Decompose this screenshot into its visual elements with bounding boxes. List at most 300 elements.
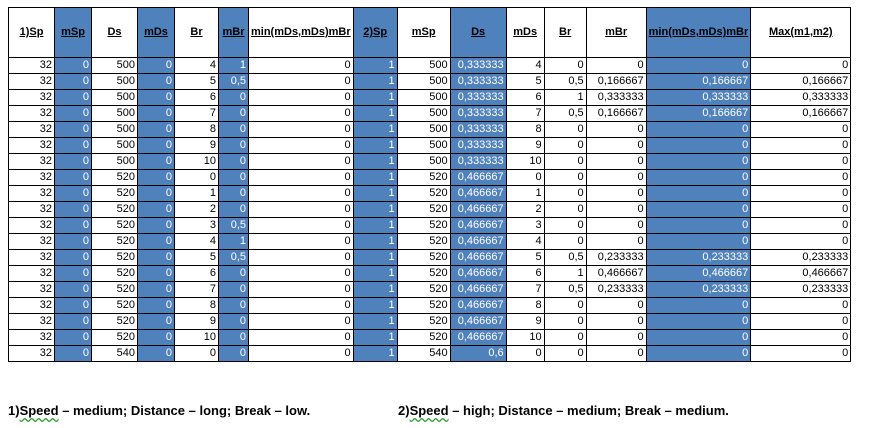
table-cell[interactable]: 0 [544,314,586,330]
table-cell[interactable]: 0 [506,346,544,362]
table-cell[interactable]: 500 [92,138,138,154]
table-cell[interactable]: 0,333333 [450,90,506,106]
table-cell[interactable]: 6 [175,266,219,282]
table-cell[interactable]: 0 [138,90,175,106]
table-cell[interactable]: 0 [55,106,92,122]
table-cell[interactable]: 0 [646,186,751,202]
table-cell[interactable]: 32 [9,218,55,234]
table-cell[interactable]: 0,466667 [450,202,506,218]
table-cell[interactable]: 0 [249,74,354,90]
table-cell[interactable]: 0 [544,154,586,170]
table-cell[interactable]: 0 [586,346,646,362]
table-cell[interactable]: 520 [92,170,138,186]
table-cell[interactable]: 0 [138,282,175,298]
table-cell[interactable]: 32 [9,74,55,90]
table-cell[interactable]: 0 [219,170,249,186]
table-cell[interactable]: 0 [646,218,751,234]
table-cell[interactable]: 9 [506,314,544,330]
table-cell[interactable]: 6 [506,90,544,106]
table-cell[interactable]: 0 [55,122,92,138]
table-cell[interactable]: 32 [9,122,55,138]
table-cell[interactable]: 0 [544,58,586,74]
table-cell[interactable]: 0 [219,138,249,154]
table-cell[interactable]: 0 [55,74,92,90]
table-cell[interactable]: 0 [55,266,92,282]
table-cell[interactable]: 0 [751,202,851,218]
table-cell[interactable]: 0 [138,170,175,186]
table-cell[interactable]: 1 [353,154,397,170]
table-cell[interactable]: 0,333333 [751,90,851,106]
table-cell[interactable]: 1 [353,250,397,266]
table-cell[interactable]: 8 [175,298,219,314]
table-cell[interactable]: 5 [506,250,544,266]
table-cell[interactable]: 520 [92,330,138,346]
table-cell[interactable]: 520 [92,266,138,282]
table-cell[interactable]: 0 [751,330,851,346]
table-cell[interactable]: 10 [506,330,544,346]
table-cell[interactable]: 0 [586,202,646,218]
table-cell[interactable]: 32 [9,314,55,330]
table-cell[interactable]: 0,466667 [450,314,506,330]
table-cell[interactable]: 0 [751,58,851,74]
table-cell[interactable]: 0 [55,298,92,314]
table-cell[interactable]: 0 [138,58,175,74]
table-cell[interactable]: 0,333333 [450,74,506,90]
table-cell[interactable]: 0,5 [219,74,249,90]
table-cell[interactable]: 0 [138,234,175,250]
table-cell[interactable]: 1 [353,234,397,250]
table-cell[interactable]: 0 [544,298,586,314]
table-cell[interactable]: 500 [397,58,450,74]
column-header: min(mDs,mDs)mBr [249,8,354,58]
table-cell[interactable]: 0 [249,202,354,218]
table-cell[interactable]: 8 [175,122,219,138]
table-cell[interactable]: 0 [506,170,544,186]
table-cell[interactable]: 520 [397,186,450,202]
table-cell[interactable]: 520 [397,234,450,250]
table-cell[interactable]: 0 [249,250,354,266]
table-cell[interactable]: 0,466667 [450,218,506,234]
table-cell[interactable]: 0 [751,218,851,234]
table-cell[interactable]: 0,466667 [450,282,506,298]
table-cell[interactable]: 6 [175,90,219,106]
table-cell[interactable]: 5 [175,74,219,90]
table-cell[interactable]: 0,166667 [646,74,751,90]
table-cell[interactable]: 0,166667 [586,74,646,90]
table-cell[interactable]: 0 [175,346,219,362]
table-cell[interactable]: 0 [138,186,175,202]
table-cell[interactable]: 500 [397,138,450,154]
table-cell[interactable]: 0 [646,234,751,250]
table-cell[interactable]: 0 [55,138,92,154]
table-cell[interactable]: 0 [646,58,751,74]
table-cell[interactable]: 0 [586,138,646,154]
column-header: mBr [586,8,646,58]
table-cell[interactable]: 0 [55,58,92,74]
table-cell[interactable]: 520 [397,298,450,314]
table-cell[interactable]: 0 [586,122,646,138]
table-cell[interactable]: 0 [544,122,586,138]
table-cell[interactable]: 0 [138,250,175,266]
table-cell[interactable]: 0 [751,186,851,202]
table-cell[interactable]: 0 [219,282,249,298]
table-cell[interactable]: 0 [544,218,586,234]
table-cell[interactable]: 10 [506,154,544,170]
table-cell[interactable]: 0 [646,122,751,138]
table-cell[interactable]: 1 [353,138,397,154]
table-cell[interactable]: 1 [353,218,397,234]
table-cell[interactable]: 0,166667 [751,106,851,122]
table-cell[interactable]: 1 [353,58,397,74]
table-cell[interactable]: 0 [646,298,751,314]
table-cell[interactable]: 0,5 [219,218,249,234]
table-cell[interactable]: 0,466667 [450,186,506,202]
table-cell[interactable]: 0 [544,346,586,362]
table-cell[interactable]: 500 [92,74,138,90]
table-cell[interactable]: 0 [249,90,354,106]
table-cell[interactable]: 0,5 [544,250,586,266]
caption-2-text: – high; Distance – medium; Break – medium. [448,403,729,418]
column-header: mSp [55,8,92,58]
table-cell[interactable]: 0 [544,138,586,154]
table-cell[interactable]: 10 [175,330,219,346]
table-cell[interactable]: 0 [586,170,646,186]
table-cell[interactable]: 0 [249,314,354,330]
table-cell[interactable]: 32 [9,330,55,346]
table-cell[interactable]: 0 [586,330,646,346]
table-cell[interactable]: 500 [92,106,138,122]
table-cell[interactable]: 32 [9,106,55,122]
table-cell[interactable]: 0 [219,346,249,362]
table-cell[interactable]: 4 [175,234,219,250]
table-cell[interactable]: 1 [353,282,397,298]
table-cell[interactable]: 1 [219,234,249,250]
table-cell[interactable]: 0 [249,58,354,74]
table-cell[interactable]: 2 [175,202,219,218]
table-cell[interactable]: 6 [506,266,544,282]
table-cell[interactable]: 0 [249,170,354,186]
table-cell[interactable]: 0 [646,170,751,186]
table-cell[interactable]: 0 [249,218,354,234]
table-cell[interactable]: 0,233333 [751,282,851,298]
table-cell[interactable]: 9 [506,138,544,154]
table-cell[interactable]: 3 [506,218,544,234]
table-cell[interactable]: 0 [138,218,175,234]
table-cell[interactable]: 0 [646,330,751,346]
table-cell[interactable]: 0 [751,314,851,330]
table-cell[interactable]: 0 [138,346,175,362]
table-cell[interactable]: 1 [353,330,397,346]
table-cell[interactable]: 0 [219,186,249,202]
table-cell[interactable]: 0,466667 [751,266,851,282]
table-cell[interactable]: 0,333333 [450,58,506,74]
table-cell[interactable]: 0 [138,202,175,218]
table-cell[interactable]: 32 [9,138,55,154]
table-cell[interactable]: 0 [751,298,851,314]
table-cell[interactable]: 4 [506,234,544,250]
column-header: mDs [138,8,175,58]
table-cell[interactable]: 500 [92,90,138,106]
table-cell[interactable]: 0 [55,186,92,202]
table-cell[interactable]: 1 [353,122,397,138]
table-cell[interactable]: 0,466667 [450,170,506,186]
table-cell[interactable]: 0,466667 [450,250,506,266]
table-cell[interactable]: 520 [397,218,450,234]
table-cell[interactable]: 0 [249,330,354,346]
table-cell[interactable]: 0,233333 [586,282,646,298]
table-cell[interactable]: 0,5 [544,282,586,298]
table-cell[interactable]: 0 [138,154,175,170]
table-cell[interactable]: 8 [506,298,544,314]
table-cell[interactable]: 0 [249,234,354,250]
table-cell[interactable]: 0 [219,298,249,314]
table-cell[interactable]: 0 [55,90,92,106]
table-cell[interactable]: 0 [646,138,751,154]
table-cell[interactable]: 500 [92,154,138,170]
table-cell[interactable]: 1 [353,202,397,218]
table-cell[interactable]: 0 [55,170,92,186]
table-cell[interactable]: 0 [544,330,586,346]
table-cell[interactable]: 0 [138,266,175,282]
table-cell[interactable]: 32 [9,266,55,282]
table-cell[interactable]: 0 [55,250,92,266]
table-cell[interactable]: 0 [219,106,249,122]
table-cell[interactable]: 7 [175,106,219,122]
table-cell[interactable]: 0,166667 [646,106,751,122]
table-cell[interactable]: 0 [138,74,175,90]
table-row [9,154,851,170]
table-cell[interactable]: 500 [397,122,450,138]
table-cell[interactable]: 520 [92,298,138,314]
table-cell[interactable]: 1 [353,170,397,186]
table-cell[interactable]: 0 [544,186,586,202]
table-cell[interactable]: 500 [397,90,450,106]
table-cell[interactable]: 0 [249,346,354,362]
table-cell[interactable]: 520 [397,202,450,218]
table-row [9,298,851,314]
table-row [9,234,851,250]
table-cell[interactable]: 32 [9,234,55,250]
table-cell[interactable]: 520 [92,282,138,298]
table-cell[interactable]: 0 [55,314,92,330]
table-cell[interactable]: 0 [586,298,646,314]
table-cell[interactable]: 0 [55,234,92,250]
table-cell[interactable]: 0 [249,186,354,202]
table-cell[interactable]: 0,233333 [646,282,751,298]
table-cell[interactable]: 7 [506,106,544,122]
table-cell[interactable]: 520 [92,250,138,266]
table-cell[interactable]: 0 [249,154,354,170]
table-cell[interactable]: 0 [219,266,249,282]
table-cell[interactable]: 0,466667 [450,234,506,250]
table-cell[interactable]: 0,233333 [751,250,851,266]
table-cell[interactable]: 0 [175,170,219,186]
table-cell[interactable]: 4 [175,58,219,74]
table-cell[interactable]: 32 [9,298,55,314]
table-cell[interactable]: 32 [9,282,55,298]
table-cell[interactable]: 0 [55,218,92,234]
table-cell[interactable]: 500 [397,74,450,90]
table-cell[interactable]: 0 [219,314,249,330]
table-cell[interactable]: 0 [219,122,249,138]
table-cell[interactable]: 0 [586,234,646,250]
table-cell[interactable]: 0 [646,346,751,362]
table-cell[interactable]: 1 [353,346,397,362]
table-cell[interactable]: 0 [751,154,851,170]
table-cell[interactable]: 7 [506,282,544,298]
table-cell[interactable]: 540 [397,346,450,362]
table-cell[interactable]: 520 [92,234,138,250]
table-cell[interactable]: 520 [397,250,450,266]
table-cell[interactable]: 1 [544,266,586,282]
table-cell[interactable]: 500 [397,154,450,170]
table-cell[interactable]: 0 [249,282,354,298]
table-cell[interactable]: 0 [544,170,586,186]
table-cell[interactable]: 0 [55,330,92,346]
table-cell[interactable]: 0 [544,234,586,250]
table-cell[interactable]: 0 [586,218,646,234]
table-cell[interactable]: 0,333333 [646,90,751,106]
table-cell[interactable]: 0,233333 [586,250,646,266]
table-cell[interactable]: 8 [506,122,544,138]
table-cell[interactable]: 0,466667 [586,266,646,282]
table-cell[interactable]: 32 [9,202,55,218]
table-cell[interactable]: 10 [175,154,219,170]
table-cell[interactable]: 1 [353,314,397,330]
table-cell[interactable]: 9 [175,314,219,330]
table-cell[interactable]: 0 [219,154,249,170]
table-cell[interactable]: 0,5 [544,106,586,122]
table-cell[interactable]: 0,166667 [751,74,851,90]
table-cell[interactable]: 0,333333 [586,90,646,106]
table-cell[interactable]: 32 [9,346,55,362]
table-cell[interactable]: 4 [506,58,544,74]
table-cell[interactable]: 1 [544,90,586,106]
table-cell[interactable]: 0 [751,170,851,186]
table-row [9,58,851,74]
table-cell[interactable]: 0 [751,122,851,138]
table-cell[interactable]: 520 [397,314,450,330]
table-cell[interactable]: 32 [9,250,55,266]
table-cell[interactable]: 0 [219,90,249,106]
table-cell[interactable]: 0 [751,234,851,250]
table-cell[interactable]: 1 [219,58,249,74]
table-row [9,330,851,346]
table-cell[interactable]: 0,333333 [450,154,506,170]
table-cell[interactable]: 0 [138,122,175,138]
table-cell[interactable]: 0,5 [544,74,586,90]
table-cell[interactable]: 3 [175,218,219,234]
table-cell[interactable]: 0,466667 [450,330,506,346]
table-row [9,218,851,234]
table-cell[interactable]: 520 [397,266,450,282]
column-header: Ds [92,8,138,58]
table-row [9,282,851,298]
table-cell[interactable]: 5 [506,74,544,90]
table-cell[interactable]: 500 [92,122,138,138]
table-cell[interactable]: 0 [219,330,249,346]
table-cell[interactable]: 1 [353,298,397,314]
table-cell[interactable]: 0 [646,202,751,218]
table-cell[interactable]: 520 [92,186,138,202]
table-cell[interactable]: 1 [506,186,544,202]
table-cell[interactable]: 0,5 [219,250,249,266]
table-cell[interactable]: 1 [353,186,397,202]
table-cell[interactable]: 0 [249,106,354,122]
table-cell[interactable]: 0 [138,138,175,154]
table-cell[interactable]: 0 [138,106,175,122]
table-cell[interactable]: 0,466667 [450,266,506,282]
table-cell[interactable]: 0 [249,298,354,314]
table-cell[interactable]: 0 [138,330,175,346]
table-cell[interactable]: 500 [92,58,138,74]
table-cell[interactable]: 0 [586,154,646,170]
table-cell[interactable]: 0 [249,122,354,138]
table-cell[interactable]: 0 [646,314,751,330]
table-cell[interactable]: 0 [586,186,646,202]
table-cell[interactable]: 0 [138,314,175,330]
table-cell[interactable]: 520 [397,330,450,346]
table-cell[interactable]: 1 [175,186,219,202]
table-cell[interactable]: 32 [9,58,55,74]
table-cell[interactable]: 0,6 [450,346,506,362]
table-cell[interactable]: 0 [751,138,851,154]
table-cell[interactable]: 0 [55,202,92,218]
table-cell[interactable]: 0 [249,138,354,154]
table-cell[interactable]: 32 [9,186,55,202]
table-cell[interactable]: 1 [353,266,397,282]
table-cell[interactable]: 0,233333 [646,250,751,266]
table-row [9,122,851,138]
table-cell[interactable]: 32 [9,90,55,106]
table-cell[interactable]: 0 [249,266,354,282]
table-cell[interactable]: 0 [646,154,751,170]
table-cell[interactable]: 0,333333 [450,122,506,138]
table-cell[interactable]: 7 [175,282,219,298]
table-cell[interactable]: 520 [92,202,138,218]
table-cell[interactable]: 540 [92,346,138,362]
table-cell[interactable]: 1 [353,106,397,122]
table-cell[interactable]: 520 [397,170,450,186]
table-cell[interactable]: 0,166667 [586,106,646,122]
table-cell[interactable]: 0,333333 [450,106,506,122]
table-cell[interactable]: 0 [751,346,851,362]
table-cell[interactable]: 1 [353,90,397,106]
table-cell[interactable]: 2 [506,202,544,218]
table-cell[interactable]: 0 [55,154,92,170]
table-cell[interactable]: 0,333333 [450,138,506,154]
table-cell[interactable]: 500 [397,106,450,122]
table-cell[interactable]: 0,466667 [450,298,506,314]
table-cell[interactable]: 520 [92,218,138,234]
table-cell[interactable]: 0 [586,58,646,74]
table-cell[interactable]: 0 [55,346,92,362]
table-cell[interactable]: 0 [544,202,586,218]
table-cell[interactable]: 0 [586,314,646,330]
table-cell[interactable]: 5 [175,250,219,266]
table-cell[interactable]: 520 [397,282,450,298]
table-cell[interactable]: 32 [9,154,55,170]
table-cell[interactable]: 0 [138,298,175,314]
caption-2-speed-word: Speed [409,403,449,418]
table-cell[interactable]: 0 [55,282,92,298]
table-cell[interactable]: 0,466667 [646,266,751,282]
table-cell[interactable]: 1 [353,74,397,90]
table-cell[interactable]: 520 [92,314,138,330]
table-cell[interactable]: 32 [9,170,55,186]
table-cell[interactable]: 9 [175,138,219,154]
table-cell[interactable]: 0 [219,202,249,218]
